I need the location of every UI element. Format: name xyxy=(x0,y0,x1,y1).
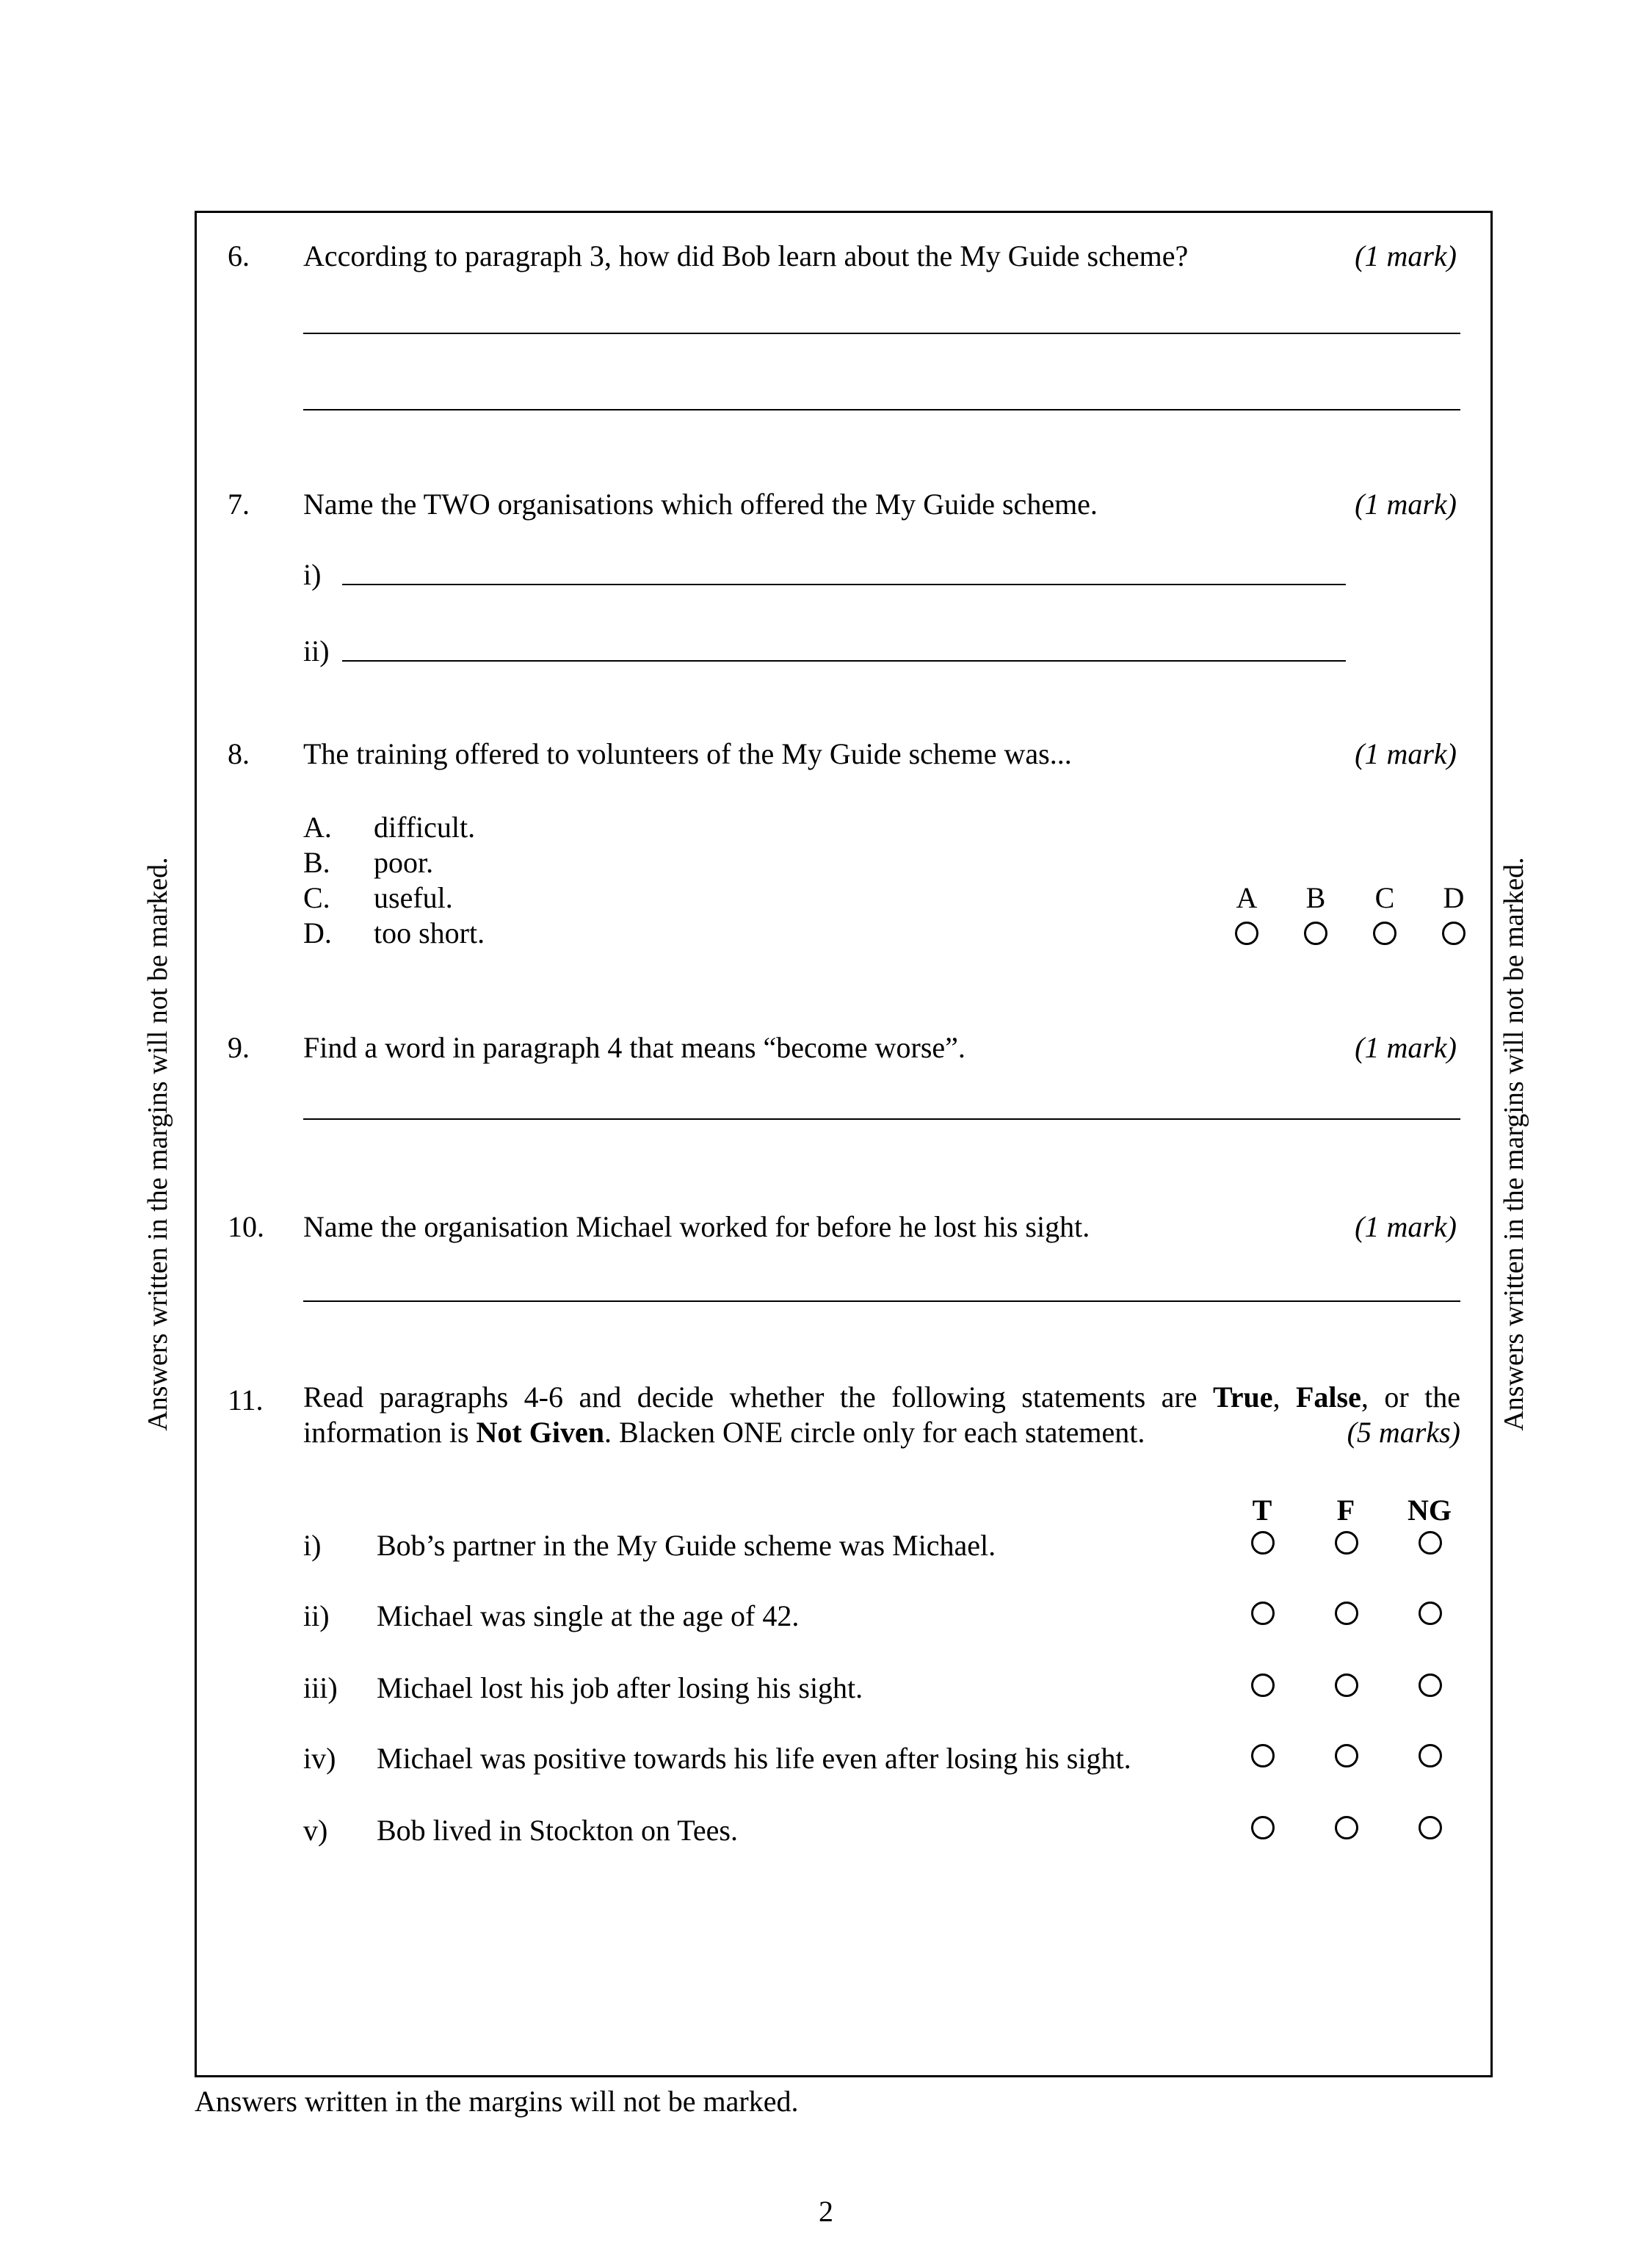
q10-number: 10. xyxy=(228,1210,264,1243)
q11-instruction xyxy=(303,1380,1460,1450)
q11-circle-i-true[interactable] xyxy=(1251,1531,1275,1555)
q6-marks: (1 mark) xyxy=(1355,239,1457,272)
q11-statement-iii-text: Michael lost his job after losing his sight. xyxy=(377,1671,863,1704)
q11-circle-iii-false[interactable] xyxy=(1335,1673,1358,1697)
content-border-box xyxy=(195,211,1493,2077)
q11-circle-v-true[interactable] xyxy=(1251,1816,1275,1839)
q6-number: 6. xyxy=(228,239,250,272)
left-margin-note: Answers written in the margins will not be marked. xyxy=(142,857,173,1431)
q8-text: The training offered to volunteers of the My Guide scheme was... xyxy=(303,737,1072,770)
q11-circle-v-false[interactable] xyxy=(1335,1816,1358,1839)
question-8-header xyxy=(197,737,1490,773)
q7-item-ii-label: ii) xyxy=(303,634,330,667)
q7-text: Name the TWO organisations which offered the My Guide scheme. xyxy=(303,488,1098,521)
q11-text-part2: , or the information is xyxy=(303,1381,1461,1449)
q11-marks: (5 marks) xyxy=(1347,1416,1460,1449)
q8-option-d xyxy=(197,916,1490,952)
q8-marks: (1 mark) xyxy=(1355,737,1457,770)
q11-bold-not-given: Not Given xyxy=(476,1416,604,1449)
q11-circle-iv-true[interactable] xyxy=(1251,1744,1275,1767)
q11-circle-iv-not-given[interactable] xyxy=(1419,1744,1442,1767)
q9-answer-line[interactable] xyxy=(303,1118,1460,1120)
right-margin-note: Answers written in the margins will not be marked. xyxy=(1499,857,1529,1431)
q11-sep1: , xyxy=(1272,1381,1296,1414)
q11-statement-v-text: Bob lived in Stockton on Tees. xyxy=(377,1814,738,1847)
q8-option-c-label: C. xyxy=(303,881,330,914)
q11-number: 11. xyxy=(228,1383,264,1416)
question-7-header xyxy=(197,487,1490,524)
question-10-header xyxy=(197,1209,1490,1246)
q11-circle-iv-false[interactable] xyxy=(1335,1744,1358,1767)
q11-circle-iii-true[interactable] xyxy=(1251,1673,1275,1697)
q11-statement-iii xyxy=(197,1671,1490,1707)
q8-answer-circle-d[interactable] xyxy=(1442,922,1466,945)
q8-option-c xyxy=(197,880,1490,917)
q7-number: 7. xyxy=(228,488,250,521)
q11-column-headers xyxy=(197,1493,1490,1530)
q8-answer-circle-c[interactable] xyxy=(1373,922,1396,945)
q8-option-d-text: too short. xyxy=(374,916,485,949)
q8-column-b: B xyxy=(1305,881,1326,914)
q11-circle-ii-false[interactable] xyxy=(1335,1602,1358,1625)
q10-text: Name the organisation Michael worked for before he lost his sight. xyxy=(303,1210,1090,1243)
q11-circle-v-not-given[interactable] xyxy=(1419,1816,1442,1839)
q9-text: Find a word in paragraph 4 that means “become worse”. xyxy=(303,1031,966,1064)
q11-bold-false: False xyxy=(1295,1381,1361,1414)
q11-statement-v-label: v) xyxy=(303,1814,328,1847)
q8-column-a: A xyxy=(1236,881,1258,914)
q8-number: 8. xyxy=(228,737,250,770)
q8-option-b-text: poor. xyxy=(374,846,434,879)
q8-answer-circle-a[interactable] xyxy=(1235,922,1258,945)
q8-option-d-label: D. xyxy=(303,916,332,949)
q9-number: 9. xyxy=(228,1031,250,1064)
q8-option-a xyxy=(197,810,1490,847)
q11-circle-i-false[interactable] xyxy=(1335,1531,1358,1555)
q11-statement-iv xyxy=(197,1741,1490,1778)
question-9-header xyxy=(197,1030,1490,1067)
q11-text-part3: . Blacken ONE circle only for each statement. xyxy=(604,1416,1145,1449)
q6-answer-line-2[interactable] xyxy=(303,409,1460,410)
q11-column-true: T xyxy=(1252,1494,1272,1527)
q11-circle-iii-not-given[interactable] xyxy=(1419,1673,1442,1697)
q11-statement-i-text: Bob’s partner in the My Guide scheme was Michael. xyxy=(377,1529,996,1562)
question-6-header xyxy=(197,239,1490,275)
q11-statement-ii xyxy=(197,1599,1490,1635)
q11-bold-true: True xyxy=(1212,1381,1273,1414)
q7-answer-line-i[interactable] xyxy=(342,584,1346,585)
q8-option-a-label: A. xyxy=(303,811,332,844)
q8-column-d: D xyxy=(1443,881,1465,914)
q7-item-i-label: i) xyxy=(303,558,322,591)
q7-marks: (1 mark) xyxy=(1355,488,1457,521)
q8-option-b-label: B. xyxy=(303,846,330,879)
q8-column-c: C xyxy=(1374,881,1395,914)
q6-answer-line-1[interactable] xyxy=(303,333,1460,334)
q11-circle-ii-not-given[interactable] xyxy=(1419,1602,1442,1625)
q11-circle-i-not-given[interactable] xyxy=(1419,1531,1442,1555)
q11-statement-ii-label: ii) xyxy=(303,1599,330,1632)
q6-text: According to paragraph 3, how did Bob learn about the My Guide scheme? xyxy=(303,239,1189,272)
q11-statement-v xyxy=(197,1813,1490,1850)
q11-statement-iii-label: iii) xyxy=(303,1671,338,1704)
q8-option-b xyxy=(197,845,1490,882)
q8-option-a-text: difficult. xyxy=(374,811,476,844)
q11-statement-ii-text: Michael was single at the age of 42. xyxy=(377,1599,800,1632)
q11-text-part1: Read paragraphs 4-6 and decide whether the following statements are xyxy=(303,1381,1213,1414)
q10-marks: (1 mark) xyxy=(1355,1210,1457,1243)
q8-answer-circle-b[interactable] xyxy=(1304,922,1327,945)
q10-answer-line[interactable] xyxy=(303,1300,1460,1302)
q11-column-false: F xyxy=(1336,1494,1355,1527)
q11-statement-iv-text: Michael was positive towards his life even after losing his sight. xyxy=(377,1742,1131,1775)
q9-marks: (1 mark) xyxy=(1355,1031,1457,1064)
q11-statement-iv-label: iv) xyxy=(303,1742,336,1775)
q11-statement-i-label: i) xyxy=(303,1529,322,1562)
q7-answer-line-ii[interactable] xyxy=(342,660,1346,662)
page-number: 2 xyxy=(819,2195,833,2228)
bottom-margin-note: Answers written in the margins will not be marked. xyxy=(195,2085,799,2118)
q11-statement-i xyxy=(197,1528,1490,1565)
q8-option-c-text: useful. xyxy=(374,881,453,914)
q11-column-not-given: NG xyxy=(1408,1494,1452,1527)
q11-circle-ii-true[interactable] xyxy=(1251,1602,1275,1625)
